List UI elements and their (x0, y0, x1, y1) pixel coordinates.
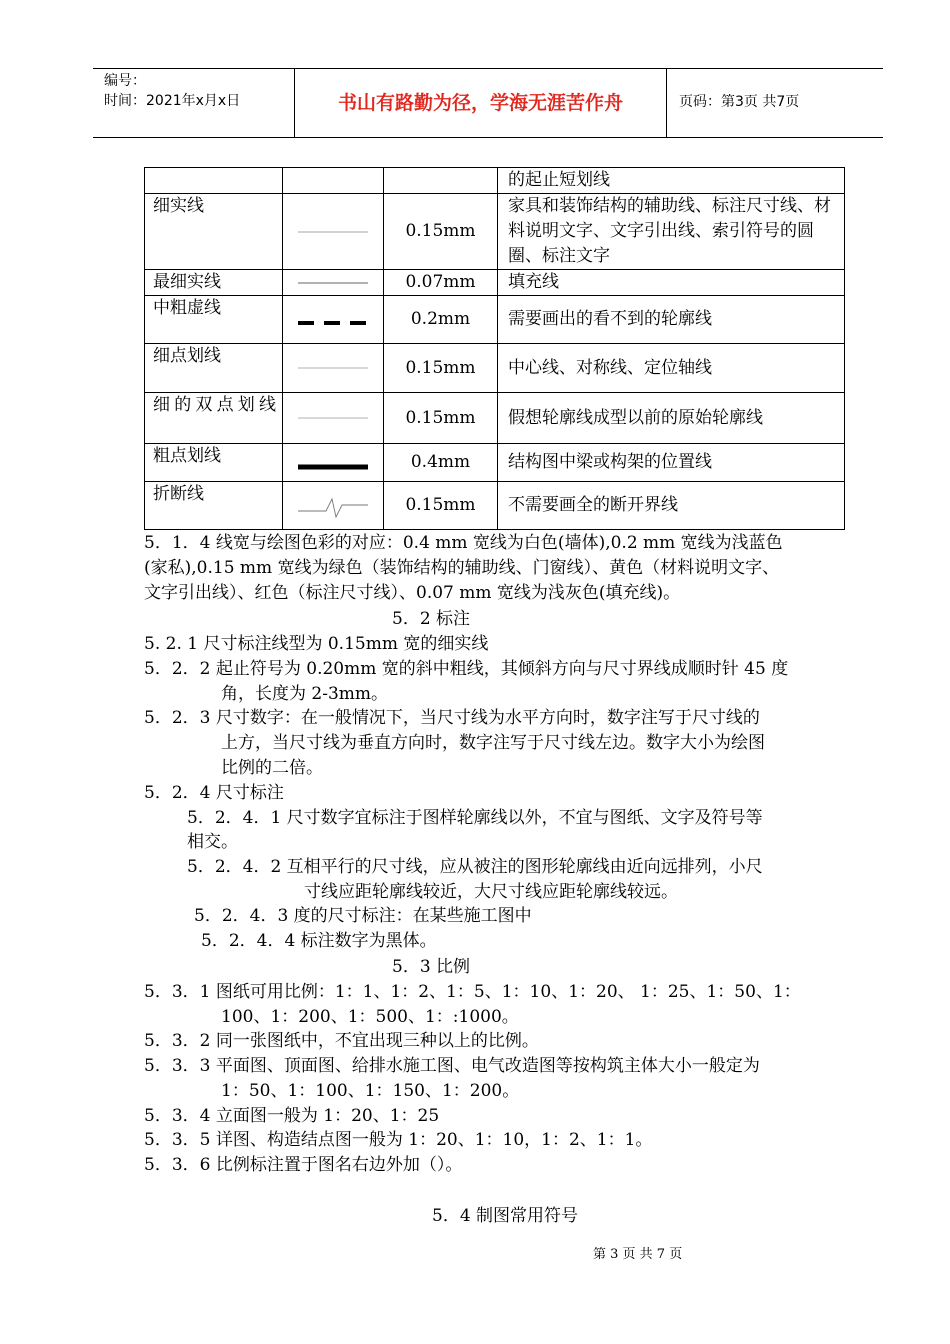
paragraph-5-2-3-line3: 比例的二倍。 (221, 758, 323, 778)
line-sample-cell (283, 444, 384, 482)
paragraph-5-2-4-1-line1: 5．2．4．1 尺寸数字宜标注于图样轮廓线以外，不宜与图纸、文字及符号等 (187, 808, 763, 828)
line-name-cell: 细点划线 (145, 344, 283, 393)
paragraph-5-2-3-line1: 5．2．3 尺寸数字：在一般情况下，当尺寸线为水平方向时，数字注写于尺寸线的 (144, 708, 760, 728)
line-use-cell: 中心线、对称线、定位轴线 (498, 344, 845, 393)
paragraph-5-2-3-line2: 上方，当尺寸线为垂直方向时，数字注写于尺寸线左边。数字大小为绘图 (221, 733, 765, 753)
line-width-cell: 0.07mm (384, 270, 498, 296)
line-width-cell: 0.2mm (384, 296, 498, 344)
line-name-cell: 中粗虚线 (145, 296, 283, 344)
paragraph-5-3-4: 5．3．4 立面图一般为 1：20、1：25 (144, 1106, 440, 1126)
header-motto: 书山有路勤为径，学海无涯苦作舟 (295, 69, 667, 137)
heading-5-3: 5．3 比例 (392, 957, 471, 977)
heading-5-2: 5．2 标注 (392, 609, 471, 629)
line-name-cell (145, 393, 283, 444)
line-use-cell: 需要画出的看不到的轮廓线 (498, 296, 845, 344)
paragraph-5-3-3-line1: 5．3．3 平面图、顶面图、给排水施工图、电气改造图等按构筑主体大小一般定为 (144, 1056, 760, 1076)
line-sample-cell (283, 296, 384, 344)
line-width-cell: 0.15mm (384, 344, 498, 393)
table-row (145, 270, 845, 296)
line-width-cell (384, 168, 498, 194)
time-label: 时间：2021年x月x日 (104, 93, 241, 109)
paragraph-5-1-4-line1: 5．1．4 线宽与绘图色彩的对应：0.4 mm 宽线为白色(墙体),0.2 mm 宽线为浅蓝色 (144, 533, 783, 553)
table-row (145, 482, 845, 530)
center-line-sample (296, 365, 370, 371)
line-width-cell: 0.15mm (384, 393, 498, 444)
page-header (93, 68, 883, 138)
paragraph-5-2-4-2-line2: 寸线应距轮廓线较近，大尺寸线应距轮廓线较远。 (304, 882, 678, 902)
table-row (145, 194, 845, 270)
line-name-cell: 最细实线 (145, 270, 283, 296)
line-width-cell: 0.15mm (384, 194, 498, 270)
line-name-text: 细的双点划线 (153, 395, 276, 415)
line-use-cell: 家具和装饰结构的辅助线、标注尺寸线、材料说明文字、文字引出线、索引符号的圆圈、标注文字 (498, 194, 845, 270)
paragraph-5-2-4-1-line2: 相交。 (187, 832, 238, 852)
double-dot-line-sample (296, 415, 370, 421)
line-use-cell: 结构图中梁或构架的位置线 (498, 444, 845, 482)
line-name-cell: 折断线 (145, 482, 283, 530)
line-sample-cell (283, 270, 384, 296)
paragraph-5-2-4-4: 5．2．4．4 标注数字为黑体。 (201, 931, 437, 951)
paragraph-5-2-2-line2: 角，长度为 2-3mm。 (221, 684, 389, 704)
header-page-label: 页码：第3页 共7页 (679, 94, 800, 110)
paragraph-5-2-4-2-line1: 5．2．4．2 互相平行的尺寸线，应从被注的图形轮廓线由近向远排列，小尺 (187, 857, 763, 877)
paragraph-5-2-4-3: 5．2．4．3 度的尺寸标注：在某些施工图中 (194, 906, 532, 926)
paragraph-5-3-1-line1: 5．3．1 图纸可用比例：1：1、1：2、1：5、1：10、1：20、 1：25、1：50、1： (144, 982, 801, 1002)
line-sample-cell (283, 168, 384, 194)
number-label: 编号： (104, 73, 146, 89)
line-name-cell: 细实线 (145, 194, 283, 270)
paragraph-5-1-4-line3: 文字引出线）、红色（标注尺寸线）、0.07 mm 宽线为浅灰色(填充线)。 (144, 583, 681, 603)
line-sample-cell (283, 344, 384, 393)
line-name-cell (145, 168, 283, 194)
paragraph-5-2-1: 5. 2. 1 尺寸标注线型为 0.15mm 宽的细实线 (144, 634, 489, 654)
header-meta (93, 69, 295, 137)
paragraph-5-3-3-line2: 1：50、1：100、1：150、1：200。 (221, 1081, 520, 1101)
page-footer: 第 3 页 共 7 页 (593, 1247, 683, 1262)
heading-5-4: 5．4 制图常用符号 (432, 1206, 579, 1226)
thick-line-sample (296, 462, 370, 472)
line-width-cell: 0.4mm (384, 444, 498, 482)
line-name-cell: 粗点划线 (145, 444, 283, 482)
finest-line-sample (296, 280, 370, 286)
paragraph-5-3-2: 5．3．2 同一张图纸中，不宜出现三种以上的比例。 (144, 1031, 539, 1051)
line-use-cell: 的起止短划线 (498, 168, 845, 194)
line-type-table (144, 167, 845, 530)
line-sample-cell (283, 482, 384, 530)
paragraph-5-3-1-line2: 100、1：200、1：500、1：:1000。 (221, 1007, 519, 1027)
line-sample-cell (283, 194, 384, 270)
paragraph-5-3-5: 5．3．5 详图、构造结点图一般为 1：20、1：10，1：2、1：1。 (144, 1130, 653, 1150)
table-row (145, 393, 845, 444)
paragraph-5-2-4: 5．2．4 尺寸标注 (144, 783, 284, 803)
line-width-cell: 0.15mm (384, 482, 498, 530)
table-row (145, 444, 845, 482)
table-row (145, 296, 845, 344)
paragraph-5-1-4-line2: (家私),0.15 mm 宽线为绿色（装饰结构的辅助线、门窗线）、黄色（材料说明文字、 (144, 558, 780, 578)
paragraph-5-3-6: 5．3．6 比例标注置于图名右边外加（）。 (144, 1155, 463, 1175)
line-use-cell: 填充线 (498, 270, 845, 296)
line-use-cell: 假想轮廓线成型以前的原始轮廓线 (498, 393, 845, 444)
table-row (145, 344, 845, 393)
thin-line-sample (296, 229, 370, 235)
dashed-line-sample (296, 319, 370, 327)
paragraph-5-2-2-line1: 5．2．2 起止符号为 0.20mm 宽的斜中粗线，其倾斜方向与尺寸界线成顺时针 45 度 (144, 659, 789, 679)
table-row (145, 168, 845, 194)
line-sample-cell (283, 393, 384, 444)
break-line-sample (296, 493, 370, 519)
line-use-cell: 不需要画全的断开界线 (498, 482, 845, 530)
